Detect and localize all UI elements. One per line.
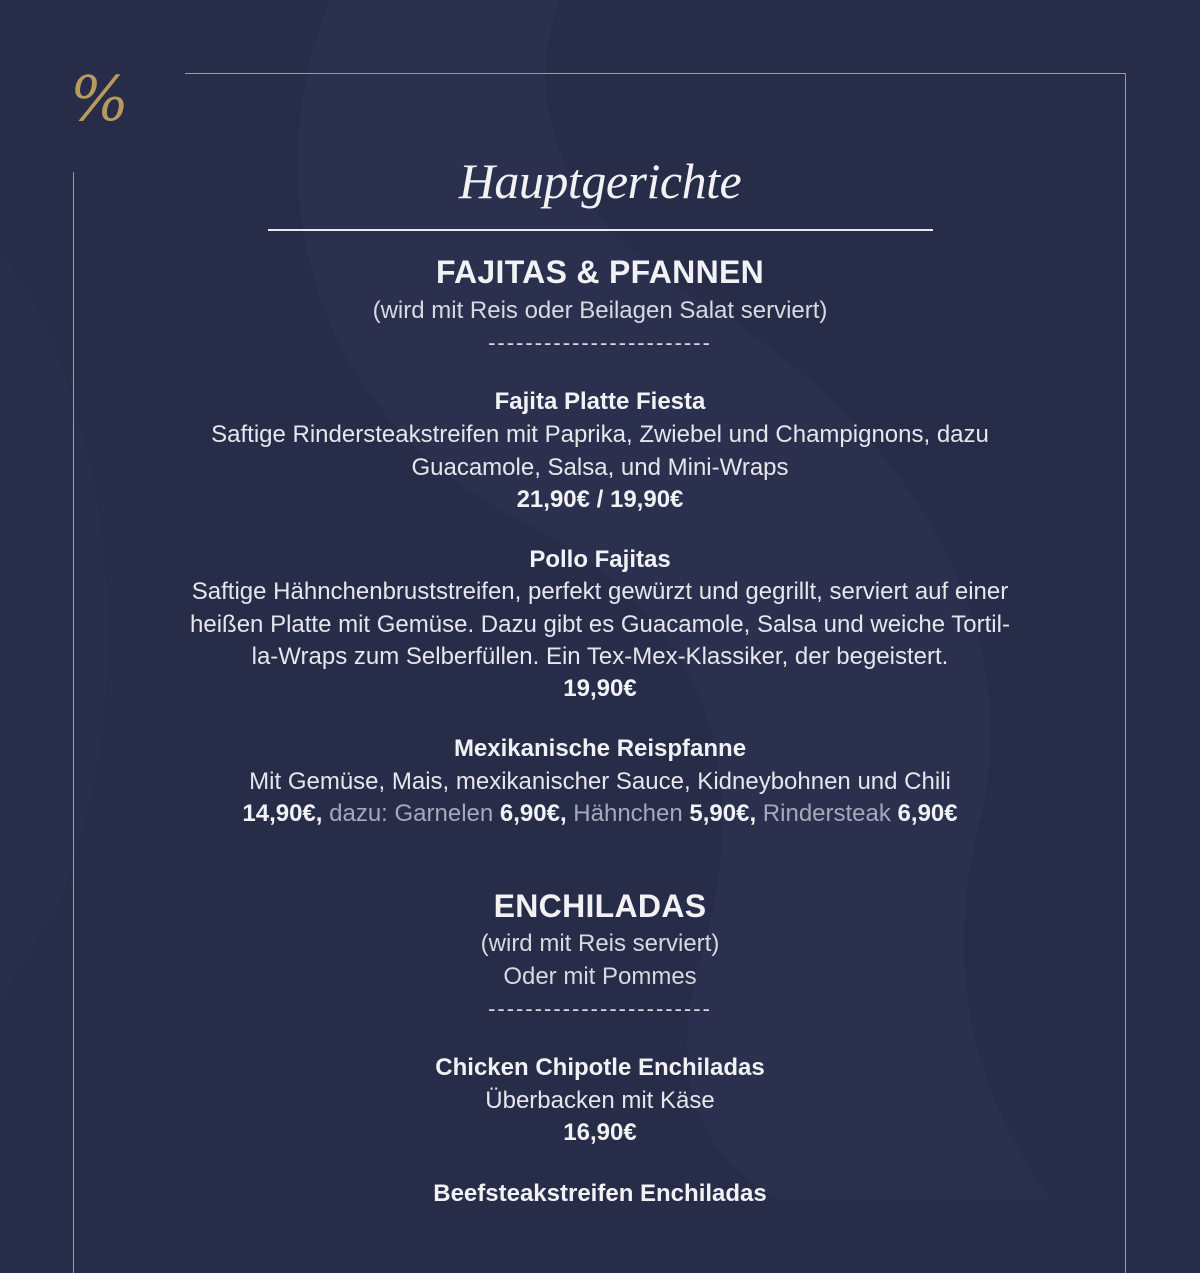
- menu-item-name: Beefsteakstreifen Enchiladas: [433, 1180, 767, 1207]
- page-title: Hauptgerichte: [458, 153, 742, 209]
- menu-item-name: Chicken Chipotle Enchiladas: [435, 1054, 765, 1081]
- menu-item-name: Fajita Platte Fiesta: [494, 388, 706, 415]
- menu-item-description: Überbacken mit Käse: [485, 1087, 715, 1114]
- monogram-logo: %: [70, 62, 121, 135]
- title-underline: [268, 229, 933, 231]
- section-title: ENCHILADAS: [493, 888, 707, 924]
- menu-item-name: Mexikanische Reispfanne: [453, 735, 747, 762]
- section-subtitle: (wird mit Reis oder Beilagen Salat serviert): [372, 297, 828, 324]
- menu-item-price: 19,90€: [563, 675, 637, 702]
- menu-item-price: 16,90€: [563, 1119, 637, 1146]
- menu-item-price: 21,90€ / 19,90€: [516, 486, 684, 513]
- section-divider: ------------------------: [488, 330, 712, 355]
- section-title: FAJITAS & PFANNEN: [435, 254, 765, 290]
- menu-item-description: Mit Gemüse, Mais, mexikanischer Sauce, Kidneybohnen und Chili: [249, 768, 951, 795]
- section-subtitle: (wird mit Reis serviert) Oder mit Pommes: [480, 930, 720, 990]
- menu-item-description: Saftige Hähnchenbruststreifen, perfekt gewürzt und gegrillt, serviert auf einer heißen Platte mit Gemüse. Dazu gibt es Guacamole, Salsa und weiche Tortil- la-Wraps zum Selberfüllen. Ein Tex-Mex-Klassiker, der begeistert.: [190, 578, 1010, 670]
- menu-item-name: Pollo Fajitas: [529, 546, 671, 573]
- section-divider: ------------------------: [488, 996, 712, 1021]
- menu-item-description: Saftige Rindersteakstreifen mit Paprika, Zwiebel und Champignons, dazu Guacamole, Salsa, und Mini-Wraps: [211, 421, 989, 481]
- menu-item-price-line: 14,90€, dazu: Garnelen 6,90€, Hähnchen 5,90€, Rindersteak 6,90€: [242, 800, 958, 827]
